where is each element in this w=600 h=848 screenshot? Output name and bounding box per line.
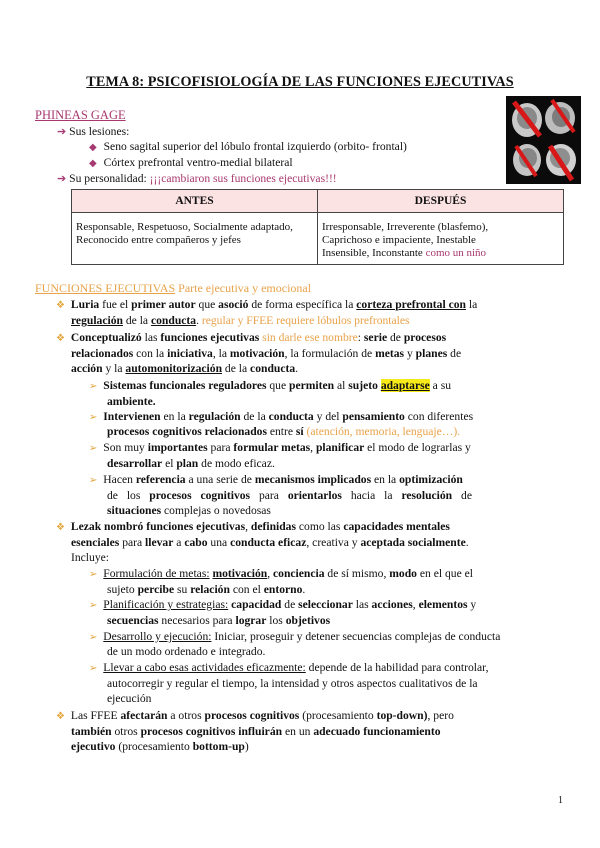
arrow-icon: ➔	[57, 126, 67, 138]
diamond-bullet-icon: ❖	[56, 333, 65, 344]
phineas-heading: PHINEAS GAGE	[35, 108, 126, 122]
sub4-line-3: situaciones complejas o novedosas	[107, 504, 271, 517]
diamond-bullet-icon: ❖	[56, 711, 65, 722]
sub4-line-1: ➢ Hacen referencia a una serie de mecanismos implicados en la optimización	[89, 473, 463, 486]
lezak-line-2: esenciales para llevar a cabo una conducta eficaz, creativa y aceptada socialmente.	[71, 536, 469, 549]
diamond-bullet-icon: ❖	[56, 300, 65, 311]
last-line-3: ejecutivo (procesamiento bottom-up)	[71, 740, 249, 753]
lezak-line-1: ❖ Lezak nombró funciones ejecutivas, definidas como las capacidades mentales	[56, 520, 450, 533]
despues-note: como un niño	[425, 247, 487, 259]
personalidad-note: ¡¡¡cambiaron sus funciones ejecutivas!!!	[149, 172, 337, 185]
personalidad-label: Su personalidad:	[69, 172, 150, 185]
lz1-line-1: ➢ Formulación de metas: motivación, conciencia de sí mismo, modo en el que el	[89, 567, 473, 580]
sub1-line-2: ambiente.	[107, 395, 156, 408]
antes-text: Responsable, Respetuoso, Socialmente adaptado, Reconocido entre compañeros y jefes	[76, 221, 293, 246]
sub2-line-1: ➢ Intervienen en la regulación de la conducta y del pensamiento con diferentes	[89, 410, 474, 423]
lesiones-label: Sus lesiones:	[69, 125, 130, 138]
despues-line-2: Caprichoso e impaciente, Inestable	[322, 234, 476, 246]
page-number: 1	[558, 795, 563, 806]
lesion-2	[89, 155, 293, 171]
skull-illustration	[506, 96, 581, 184]
lesion-1-text: Seno sagital superior del lóbulo frontal izquierdo (orbito- frontal)	[103, 140, 407, 153]
luria-line-1: ❖ Luria fue el primer autor que asoció de forma específica la corteza prefrontal con la	[56, 298, 478, 311]
triangle-bullet-icon: ➢	[89, 600, 98, 611]
lz2-line-2: secuencias necesarios para lograr los objetivos	[107, 614, 331, 627]
fe-heading-line	[35, 281, 311, 296]
lezak-line-3: Incluye:	[71, 551, 109, 564]
col-despues: DESPUÉS	[318, 190, 564, 213]
lz3-line-1: ➢ Desarrollo y ejecución: Iniciar, proseguir y detener secuencias complejas de conducta	[89, 630, 501, 643]
lz4-line-2: autocorregir y regular el tiempo, la intensidad y otros aspectos cualitativos de la	[107, 677, 478, 690]
arrow-icon: ➔	[57, 173, 67, 185]
despues-cell	[318, 213, 564, 265]
personality-table	[71, 189, 564, 265]
lz4-line-1: ➢ Llevar a cabo esas actividades eficazmente: depende de la habilidad para controlar,	[89, 661, 489, 674]
antes-cell	[72, 213, 318, 265]
lz1-line-2: sujeto percibe su relación con el entorno.	[107, 583, 306, 596]
triangle-bullet-icon: ➢	[89, 381, 98, 392]
sub3-line-2: desarrollar el plan de modo eficaz.	[107, 457, 275, 470]
sub3-line-1: ➢ Son muy importantes para formular metas, planificar el modo de lograrlas y	[89, 441, 471, 454]
last-line-2: también otros procesos cognitivos influirán en un adecuado funcionamiento	[71, 725, 441, 738]
lesion-2-text: Córtex prefrontal ventro-medial bilateral	[103, 156, 293, 169]
lz3-line-2: de un modo ordenado e integrado.	[107, 645, 266, 658]
triangle-bullet-icon: ➢	[89, 475, 98, 486]
sub2-line-2: procesos cognitivos relacionados entre sí (atención, memoria, lenguaje…).	[107, 425, 461, 438]
sub4-line-2: de los procesos cognitivos para orientarlos hacia la resolución de	[107, 489, 472, 502]
brain-scan-image	[506, 96, 581, 184]
triangle-bullet-icon: ➢	[89, 632, 98, 643]
luria-line-2: regulación de la conducta. regular y FFEE requiere lóbulos prefrontales	[71, 314, 410, 327]
col-antes: ANTES	[72, 190, 318, 213]
concept-line-2: relacionados con la iniciativa, la motivación, la formulación de metas y planes de	[71, 347, 462, 360]
triangle-bullet-icon: ➢	[89, 569, 98, 580]
sub1-line-1: ➢ Sistemas funcionales reguladores que permiten al sujeto adaptarse a su	[89, 379, 452, 392]
lesiones-item	[57, 124, 129, 140]
fe-heading-note: Parte ejecutiva y emocional	[175, 281, 312, 295]
triangle-bullet-icon: ➢	[89, 443, 98, 454]
triangle-bullet-icon: ➢	[89, 663, 98, 674]
diamond-bullet-icon: ◆	[89, 158, 97, 169]
diamond-bullet-icon: ◆	[89, 142, 97, 153]
fe-heading: FUNCIONES EJECUTIVAS	[35, 281, 176, 295]
page-title: TEMA 8: PSICOFISIOLOGÍA DE LAS FUNCIONES EJECUTIVAS	[86, 74, 514, 90]
lz2-line-1: ➢ Planificación y estrategias: capacidad de seleccionar las acciones, elementos y	[89, 598, 477, 611]
concept-line-3: acción y la automonitorización de la conducta.	[71, 362, 299, 375]
despues-line-3: Insensible, Inconstante	[322, 247, 426, 259]
diamond-bullet-icon: ❖	[56, 522, 65, 533]
personalidad-item	[57, 171, 337, 187]
lesion-1	[89, 139, 407, 155]
lz4-line-3: ejecución	[107, 692, 152, 705]
triangle-bullet-icon: ➢	[89, 412, 98, 423]
concept-line-1: ❖ Conceptualizó las funciones ejecutivas sin darle ese nombre: serie de procesos	[56, 331, 447, 344]
last-line-1: ❖ Las FFEE afectarán a otros procesos cognitivos (procesamiento top-down), pero	[56, 709, 454, 722]
despues-line-1: Irresponsable, Irreverente (blasfemo),	[322, 221, 489, 233]
